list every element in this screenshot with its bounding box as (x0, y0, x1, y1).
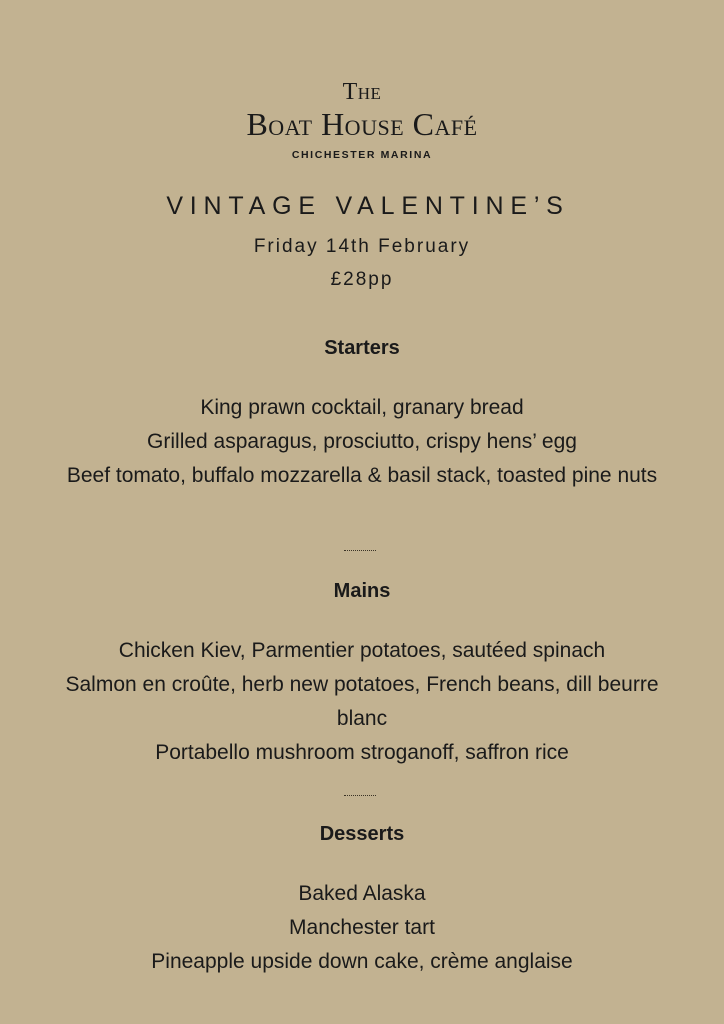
dessert-item: Pineapple upside down cake, crème anglaise (151, 950, 573, 973)
section-divider (344, 795, 376, 796)
dessert-item: Manchester tart (289, 916, 435, 939)
mains-heading: Mains (333, 580, 391, 602)
starter-item: King prawn cocktail, granary bread (200, 396, 524, 419)
main-item: Salmon en croûte, herb new potatoes, French beans, dill beurre blanc (65, 673, 659, 730)
event-title: VINTAGE VALENTINE’S (166, 192, 570, 220)
starter-item: Beef tomato, buffalo mozzarella & basil stack, toasted pine nuts (66, 464, 658, 487)
starter-item: Grilled asparagus, prosciutto, crispy hens’ egg (147, 430, 577, 453)
main-item: Portabello mushroom stroganoff, saffron rice (155, 741, 569, 764)
logo-name: Boat House Café (246, 106, 478, 142)
event-date: Friday 14th February (253, 236, 471, 257)
section-divider (344, 550, 376, 551)
desserts-heading: Desserts (319, 823, 405, 845)
starters-heading: Starters (324, 337, 400, 359)
logo-the: The (342, 79, 382, 105)
logo-location: CHICHESTER MARINA (291, 149, 433, 161)
event-price: £28pp (330, 269, 394, 290)
dessert-item: Baked Alaska (298, 882, 426, 905)
main-item: Chicken Kiev, Parmentier potatoes, sautéed spinach (118, 639, 606, 662)
